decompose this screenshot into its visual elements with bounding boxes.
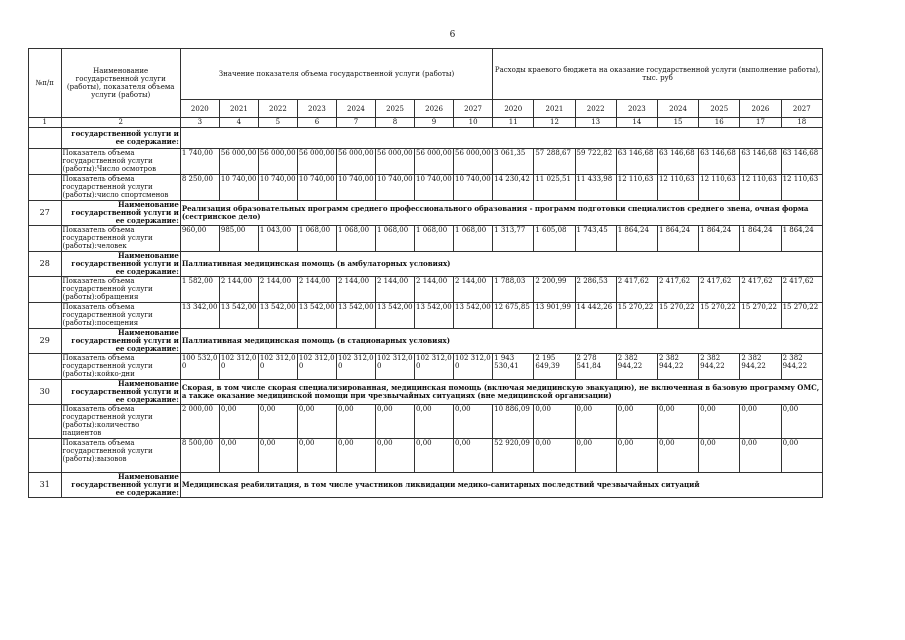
value-cell: 0,00 <box>616 405 657 439</box>
service-name-row <box>29 380 823 405</box>
value-cell: 2 382 944,22 <box>657 354 698 380</box>
value-cell: 100 532,0 0 <box>180 354 219 380</box>
value-cell: 0,00 <box>258 439 297 473</box>
value-cell: 2 382 944,22 <box>699 354 740 380</box>
row-number: 27 <box>29 201 62 226</box>
value-cell: 985,00 <box>219 226 258 252</box>
indicator-name: Показатель объема государственной услуги (работы):число спортсменов <box>61 175 180 201</box>
row-number <box>29 354 62 380</box>
service-name-label: Наименование государственной услуги и ее содержание: <box>61 201 180 226</box>
value-cell: 10 740,00 <box>415 175 454 201</box>
value-cell: 1 068,00 <box>297 226 336 252</box>
value-cell: 10 740,00 <box>454 175 493 201</box>
value-cell: 0,00 <box>454 405 493 439</box>
indicator-name: Показатель объема государственной услуги (работы):Число осмотров <box>61 149 180 175</box>
column-number: 2 <box>61 118 180 128</box>
value-cell: 2 286,53 <box>575 277 616 303</box>
value-cell: 56 000,00 <box>415 149 454 175</box>
value-cell: 2 144,00 <box>297 277 336 303</box>
value-cell: 0,00 <box>219 405 258 439</box>
value-cell: 1 068,00 <box>454 226 493 252</box>
value-cell: 12 110,63 <box>781 175 822 201</box>
year-header: 2025 <box>375 100 414 118</box>
value-cell: 14 230,42 <box>493 175 534 201</box>
value-cell: 2 144,00 <box>415 277 454 303</box>
value-cell: 0,00 <box>375 439 414 473</box>
row-number <box>29 303 62 329</box>
value-cell: 1 743,45 <box>575 226 616 252</box>
value-cell: 63 146,68 <box>657 149 698 175</box>
year-header: 2023 <box>616 100 657 118</box>
value-cell: 13 342,00 <box>180 303 219 329</box>
value-cell: 1 068,00 <box>336 226 375 252</box>
indicator-name: Показатель объема государственной услуги (работы):посещения <box>61 303 180 329</box>
value-cell: 2 144,00 <box>375 277 414 303</box>
value-cell: 2 417,62 <box>657 277 698 303</box>
value-cell: 56 000,00 <box>454 149 493 175</box>
year-header: 2022 <box>258 100 297 118</box>
year-header: 2023 <box>297 100 336 118</box>
service-name-label: Наименование государственной услуги и ее содержание: <box>61 252 180 277</box>
value-cell: 15 270,22 <box>781 303 822 329</box>
value-cell: 0,00 <box>534 405 575 439</box>
value-cell: 2 000,00 <box>180 405 219 439</box>
value-cell: 0,00 <box>575 439 616 473</box>
indicator-row <box>29 354 823 380</box>
value-cell: 2 417,62 <box>616 277 657 303</box>
year-header: 2020 <box>493 100 534 118</box>
row-number <box>29 175 62 201</box>
value-cell: 0,00 <box>415 439 454 473</box>
value-cell: 1 864,24 <box>699 226 740 252</box>
service-name-row <box>29 473 823 498</box>
value-cell: 2 382 944,22 <box>740 354 781 380</box>
service-name-text: Медицинская реабилитация, в том числе участников ликвидации медико-санитарных последствий чрезвычайных ситуаций <box>180 473 822 498</box>
value-cell: 56 000,00 <box>375 149 414 175</box>
column-number: 8 <box>375 118 414 128</box>
column-number-row <box>29 118 823 128</box>
service-name-text: Паллиативная медицинская помощь (в стационарных условиях) <box>180 329 822 354</box>
value-cell: 102 312,0 0 <box>375 354 414 380</box>
value-cell: 0,00 <box>534 439 575 473</box>
indicator-name: Показатель объема государственной услуги (работы):койко-дни <box>61 354 180 380</box>
header-budget: Расходы краевого бюджета на оказание государственной услуги (выполнение работы), тыс. руб <box>493 49 823 100</box>
column-number: 18 <box>781 118 822 128</box>
row-number: 30 <box>29 380 62 405</box>
value-cell: 13 542,00 <box>297 303 336 329</box>
value-cell: 0,00 <box>219 439 258 473</box>
service-name-text: Паллиативная медицинская помощь (в амбулаторных условиях) <box>180 252 822 277</box>
value-cell: 63 146,68 <box>616 149 657 175</box>
value-cell: 2 278 541,84 <box>575 354 616 380</box>
column-number: 3 <box>180 118 219 128</box>
value-cell: 13 542,00 <box>375 303 414 329</box>
value-cell: 10 740,00 <box>219 175 258 201</box>
value-cell: 2 417,62 <box>781 277 822 303</box>
value-cell: 1 864,24 <box>781 226 822 252</box>
indicator-row <box>29 149 823 175</box>
value-cell: 63 146,68 <box>781 149 822 175</box>
column-number: 11 <box>493 118 534 128</box>
column-number: 5 <box>258 118 297 128</box>
service-name-row <box>29 329 823 354</box>
column-number: 13 <box>575 118 616 128</box>
service-name-row <box>29 252 823 277</box>
value-cell: 2 417,62 <box>699 277 740 303</box>
value-cell: 1 864,24 <box>616 226 657 252</box>
year-header: 2024 <box>336 100 375 118</box>
row-number <box>29 405 62 439</box>
value-cell: 13 542,00 <box>336 303 375 329</box>
indicator-row <box>29 405 823 439</box>
service-name-label: государственной услуги и ее содержание: <box>61 128 180 149</box>
value-cell: 10 886,09 <box>493 405 534 439</box>
value-cell: 10 740,00 <box>375 175 414 201</box>
value-cell: 1 864,24 <box>740 226 781 252</box>
value-cell: 1 788,03 <box>493 277 534 303</box>
value-cell: 1 864,24 <box>657 226 698 252</box>
value-cell: 1 043,00 <box>258 226 297 252</box>
row-number: 31 <box>29 473 62 498</box>
header-no: №п/п <box>29 49 62 118</box>
year-header: 2021 <box>534 100 575 118</box>
column-number: 4 <box>219 118 258 128</box>
value-cell: 0,00 <box>258 405 297 439</box>
value-cell: 10 740,00 <box>258 175 297 201</box>
value-cell: 11 433,98 <box>575 175 616 201</box>
value-cell: 102 312,0 0 <box>415 354 454 380</box>
service-name-label: Наименование государственной услуги и ее содержание: <box>61 329 180 354</box>
value-cell: 15 270,22 <box>699 303 740 329</box>
indicator-name: Показатель объема государственной услуги (работы):обращения <box>61 277 180 303</box>
value-cell: 57 288,67 <box>534 149 575 175</box>
services-table <box>28 48 823 498</box>
value-cell: 11 025,51 <box>534 175 575 201</box>
value-cell: 0,00 <box>336 439 375 473</box>
value-cell: 12 110,63 <box>740 175 781 201</box>
value-cell: 56 000,00 <box>219 149 258 175</box>
column-number: 14 <box>616 118 657 128</box>
value-cell: 8 250,00 <box>180 175 219 201</box>
column-number: 17 <box>740 118 781 128</box>
value-cell: 59 722,82 <box>575 149 616 175</box>
value-cell: 0,00 <box>781 439 822 473</box>
service-name-text: Реализация образовательных программ среднего профессионального образования - программ подготовки специалистов среднего звена, очная форма (сестринское дело) <box>180 201 822 226</box>
value-cell: 15 270,22 <box>616 303 657 329</box>
column-number: 6 <box>297 118 336 128</box>
value-cell: 12 675,85 <box>493 303 534 329</box>
value-cell: 960,00 <box>180 226 219 252</box>
value-cell: 13 901,99 <box>534 303 575 329</box>
value-cell: 8 500,00 <box>180 439 219 473</box>
value-cell: 63 146,68 <box>740 149 781 175</box>
year-header: 2026 <box>415 100 454 118</box>
indicator-name: Показатель объема государственной услуги (работы):человек <box>61 226 180 252</box>
value-cell: 13 542,00 <box>219 303 258 329</box>
year-header: 2027 <box>454 100 493 118</box>
value-cell: 2 200,99 <box>534 277 575 303</box>
service-name-row <box>29 128 823 149</box>
value-cell: 1 068,00 <box>415 226 454 252</box>
value-cell: 102 312,0 0 <box>219 354 258 380</box>
indicator-row <box>29 303 823 329</box>
column-number: 16 <box>699 118 740 128</box>
indicator-name: Показатель объема государственной услуги (работы):количество пациентов <box>61 405 180 439</box>
column-number: 7 <box>336 118 375 128</box>
value-cell: 102 312,0 0 <box>297 354 336 380</box>
value-cell: 2 382 944,22 <box>781 354 822 380</box>
value-cell: 56 000,00 <box>258 149 297 175</box>
value-cell: 102 312,0 0 <box>336 354 375 380</box>
column-number: 1 <box>29 118 62 128</box>
value-cell: 1 740,00 <box>180 149 219 175</box>
value-cell: 1 605,08 <box>534 226 575 252</box>
value-cell: 2 144,00 <box>219 277 258 303</box>
value-cell: 0,00 <box>657 405 698 439</box>
row-number <box>29 439 62 473</box>
value-cell: 0,00 <box>657 439 698 473</box>
value-cell: 10 740,00 <box>297 175 336 201</box>
value-cell: 2 417,62 <box>740 277 781 303</box>
value-cell: 56 000,00 <box>336 149 375 175</box>
value-cell: 1 943 530,41 <box>493 354 534 380</box>
year-header: 2027 <box>781 100 822 118</box>
value-cell: 0,00 <box>336 405 375 439</box>
year-header: 2024 <box>657 100 698 118</box>
row-number <box>29 226 62 252</box>
value-cell: 14 442,26 <box>575 303 616 329</box>
indicator-row <box>29 226 823 252</box>
indicator-row <box>29 175 823 201</box>
value-cell: 102 312,0 0 <box>258 354 297 380</box>
page-number: 6 <box>449 30 456 40</box>
value-cell: 0,00 <box>297 405 336 439</box>
column-number: 10 <box>454 118 493 128</box>
value-cell: 0,00 <box>575 405 616 439</box>
value-cell: 3 061,35 <box>493 149 534 175</box>
value-cell: 15 270,22 <box>657 303 698 329</box>
year-header: 2021 <box>219 100 258 118</box>
year-header: 2025 <box>699 100 740 118</box>
service-name-label: Наименование государственной услуги и ее содержание: <box>61 380 180 405</box>
row-number <box>29 128 62 149</box>
value-cell: 0,00 <box>740 439 781 473</box>
value-cell: 2 144,00 <box>454 277 493 303</box>
year-header: 2020 <box>180 100 219 118</box>
table-header <box>29 49 823 128</box>
column-number: 9 <box>415 118 454 128</box>
value-cell: 2 144,00 <box>336 277 375 303</box>
indicator-row <box>29 439 823 473</box>
value-cell: 0,00 <box>740 405 781 439</box>
service-name-text: Скорая, в том числе скорая специализированная, медицинская помощь (включая медицинскую эвакуацию), не включенная в базовую программу ОМС, а также оказание медицинской помощи при чрезвычайных ситуациях (вне медицинской организации) <box>180 380 822 405</box>
value-cell: 12 110,63 <box>657 175 698 201</box>
value-cell: 1 582,00 <box>180 277 219 303</box>
column-number: 12 <box>534 118 575 128</box>
value-cell: 13 542,00 <box>258 303 297 329</box>
row-number: 29 <box>29 329 62 354</box>
header-name: Наименование государственной услуги (работы), показателя объема услуги (работы) <box>61 49 180 118</box>
year-header: 2026 <box>740 100 781 118</box>
value-cell: 2 382 944,22 <box>616 354 657 380</box>
value-cell: 0,00 <box>699 405 740 439</box>
value-cell: 1 313,77 <box>493 226 534 252</box>
value-cell: 0,00 <box>616 439 657 473</box>
header-volume: Значение показателя объема государственной услуги (работы) <box>180 49 492 100</box>
value-cell: 0,00 <box>297 439 336 473</box>
row-number <box>29 149 62 175</box>
value-cell: 52 920,09 <box>493 439 534 473</box>
value-cell: 0,00 <box>454 439 493 473</box>
service-name-label: Наименование государственной услуги и ее содержание: <box>61 473 180 498</box>
value-cell: 0,00 <box>781 405 822 439</box>
value-cell: 2 144,00 <box>258 277 297 303</box>
value-cell: 13 542,00 <box>415 303 454 329</box>
year-header: 2022 <box>575 100 616 118</box>
row-number <box>29 277 62 303</box>
column-number: 15 <box>657 118 698 128</box>
row-number: 28 <box>29 252 62 277</box>
value-cell: 0,00 <box>415 405 454 439</box>
value-cell: 63 146,68 <box>699 149 740 175</box>
value-cell: 15 270,22 <box>740 303 781 329</box>
value-cell: 56 000,00 <box>297 149 336 175</box>
value-cell: 102 312,0 0 <box>454 354 493 380</box>
value-cell: 1 068,00 <box>375 226 414 252</box>
service-name-text <box>180 128 822 149</box>
service-name-row <box>29 201 823 226</box>
value-cell: 10 740,00 <box>336 175 375 201</box>
value-cell: 0,00 <box>375 405 414 439</box>
value-cell: 12 110,63 <box>616 175 657 201</box>
value-cell: 2 195 649,39 <box>534 354 575 380</box>
indicator-row <box>29 277 823 303</box>
value-cell: 13 542,00 <box>454 303 493 329</box>
table-body <box>29 128 823 498</box>
value-cell: 0,00 <box>699 439 740 473</box>
indicator-name: Показатель объема государственной услуги (работы):вызовов <box>61 439 180 473</box>
value-cell: 12 110,63 <box>699 175 740 201</box>
